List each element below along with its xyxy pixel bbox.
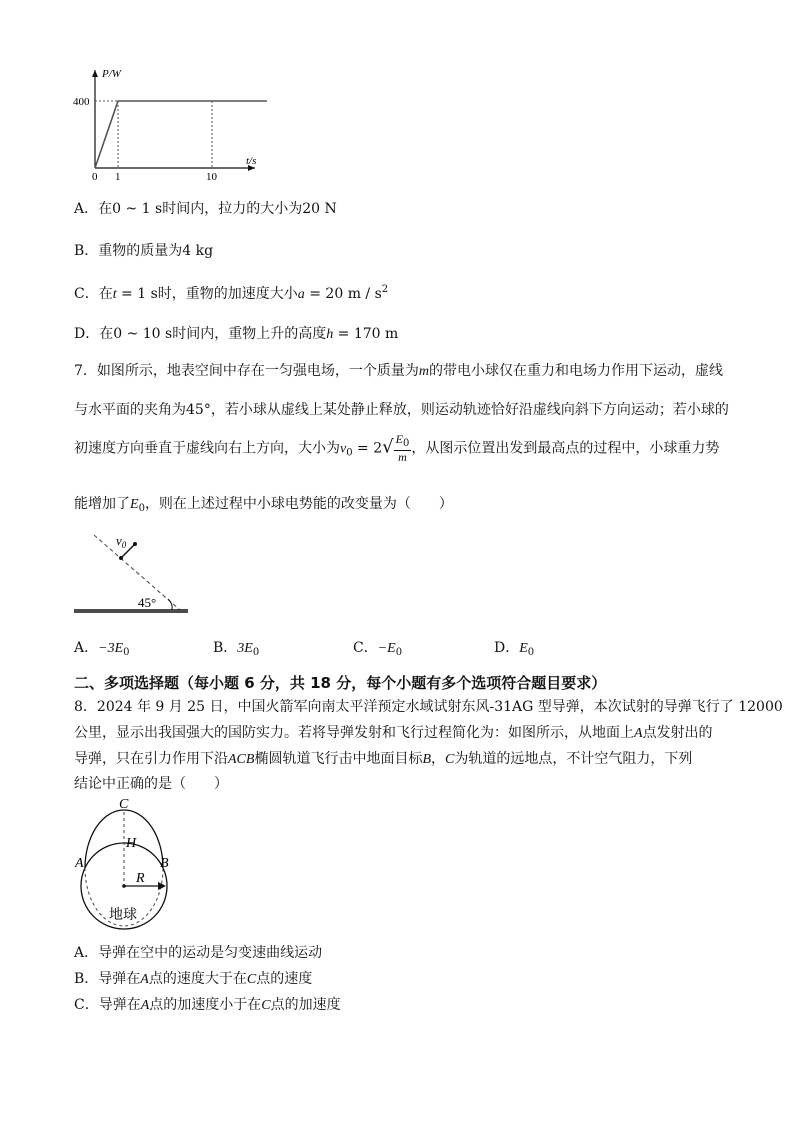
q7-line-3: 初速度方向垂直于虚线向右上方向，大小为$v_0 = 2√$ $\frac{E_0}{m}$ ，从图示位置出发到最高点的过程中，小球重力势	[74, 432, 720, 464]
q8-line-3: 导弹，只在引力作用下沿ACB椭圆轨道飞行击中地面目标B，C为轨道的远地点，不计空气阻力，下列	[74, 751, 693, 767]
q7-option-d: D．$E_0$	[494, 640, 535, 658]
label-h: H	[126, 836, 137, 851]
power-time-graph	[70, 62, 270, 182]
y-axis-label: P/W	[102, 68, 121, 80]
x-tick-1: 1	[115, 171, 121, 182]
q8-option-a: A．导弹在空中的运动是匀变速曲线运动	[74, 945, 323, 961]
label-earth: 地球	[109, 908, 137, 923]
q8-line-4: 结论中正确的是（ ）	[74, 776, 228, 792]
q7-option-b: B．$3E_0$	[213, 640, 260, 658]
x-tick-10: 10	[206, 171, 217, 182]
q8-option-b: B．导弹在A点的速度大于在C点的速度	[74, 971, 313, 987]
x-axis-label: t/s	[246, 155, 257, 167]
section-heading: 二、多项选择题（每小题 6 分，共 18 分，每个小题有多个选项符合题目要求）	[74, 674, 607, 692]
q8-line-1: 8．2024 年 9 月 25 日，中国火箭军向南太平洋预定水域试射东风-31AG 型导弹，本次试射的导弹飞行了 12000	[74, 699, 783, 715]
incline-figure	[72, 528, 192, 623]
label-a: A	[75, 856, 84, 871]
fig-v0-label: $v_0$	[116, 533, 127, 550]
fig-angle-label: 45°	[138, 595, 157, 610]
q7-option-c: C．$-E_0$	[353, 640, 403, 658]
label-r: R	[136, 871, 145, 886]
y-tick-400: 400	[73, 96, 90, 108]
q8-option-c: C．导弹在A点的加速度小于在C点的加速度	[74, 997, 341, 1013]
q7-option-a: A．$-3E_0$	[74, 640, 130, 658]
q6-option-d: D．在0 ~ 10 s时间内，重物上升的高度h = 170 m	[74, 326, 399, 342]
x-tick-0: 0	[92, 171, 98, 182]
q6-option-c: C．在t = 1 s时，重物的加速度大小a = 20 m / $s^2$	[74, 284, 389, 302]
q8-line-2: 公里，显示出我国强大的国防实力。若将导弹发射和飞行过程简化为：如图所示，从地面上A点发射出的	[74, 725, 713, 741]
q6-option-b: B．重物的质量为4 kg	[74, 243, 214, 259]
q7-line-1: 7．如图所示，地表空间中存在一匀强电场，一个质量为m的带电小球仅在重力和电场力作用下运动，虚线	[74, 363, 724, 379]
label-b: B	[160, 856, 169, 871]
orbit-figure	[72, 796, 182, 936]
label-c: C	[119, 797, 129, 812]
q7-line-2: 与水平面的夹角为45°，若小球从虚线上某处静止释放，则运动轨迹恰好沿虚线向斜下方向运动；若小球的	[74, 402, 729, 418]
sqrt-fraction: $\frac{E_0}{m}$	[395, 432, 410, 464]
q6-option-a: A．在0 ~ 1 s时间内，拉力的大小为20 N	[74, 201, 337, 217]
q7-line-4: 能增加了$E_0$，则在上述过程中小球电势能的改变量为（ ）	[74, 496, 453, 514]
